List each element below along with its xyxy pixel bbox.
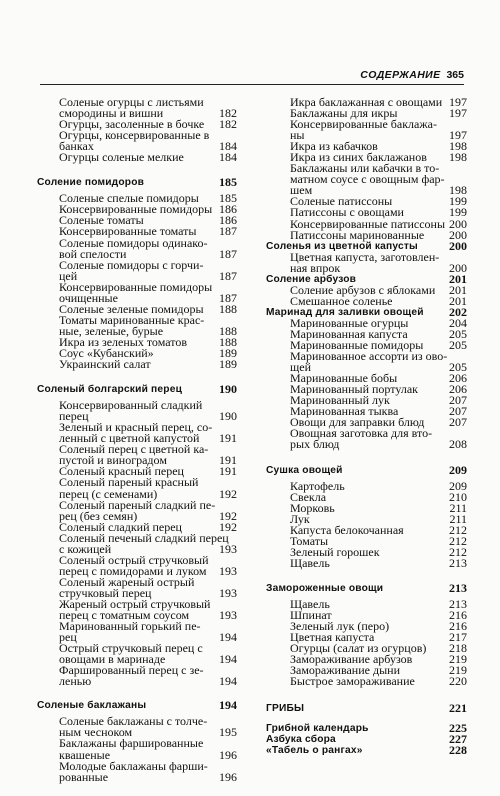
page-number: 201	[449, 293, 467, 308]
entry-title: Щавель	[290, 596, 330, 611]
page-number: 212	[449, 533, 467, 548]
section-title: Соленья из цветной капусты	[266, 240, 418, 252]
entry-title: ная впрок	[290, 260, 341, 275]
entry-title: Соленый пареный сладкий пе-	[59, 497, 216, 512]
entry-title: Соленый жареный острый	[59, 574, 195, 589]
page-number: 182	[219, 117, 237, 132]
running-header	[40, 70, 464, 85]
entry-title: Томаты	[290, 533, 329, 548]
entry-title: Огурцы соленые мелкие	[59, 150, 184, 165]
entry-title: Соленые томаты	[59, 213, 144, 228]
page-number: 201	[449, 271, 467, 286]
page-number: 200	[449, 216, 467, 231]
entry-title: Зеленый лук (перо)	[290, 619, 390, 634]
toc-entry	[262, 260, 467, 275]
entry-title: Замораживание арбузов	[290, 652, 413, 667]
entry-title: Консервированный сладкий	[59, 398, 203, 413]
toc-entry	[31, 676, 237, 687]
entry-title: Капуста белокочанная	[290, 522, 404, 537]
page-number: 199	[449, 205, 467, 220]
entry-title: матном соусе с овощным фар-	[290, 172, 445, 187]
entry-title: Соленый сладкий перец	[59, 519, 182, 534]
entry-title: Соленые спелые помидоры	[59, 191, 199, 206]
header-text	[360, 69, 464, 81]
entry-title: рец (без семян)	[59, 508, 138, 523]
entry-title: Соленые патиссоны	[290, 194, 393, 209]
entry-title: очищенные	[59, 290, 118, 305]
section-title: Замороженные овощи	[266, 582, 384, 594]
page-number: 194	[219, 630, 237, 645]
page-number: 204	[449, 315, 467, 330]
section-title: Соленые баклажаны	[37, 700, 147, 712]
entry-title: Консервированные патиссоны	[290, 216, 446, 231]
entry-title: ным чесноком	[59, 725, 133, 740]
entry-title: Маринованный портулак	[290, 382, 418, 397]
entry-title: смородины и вишни	[59, 106, 164, 121]
page-number: 219	[449, 652, 467, 667]
page-number: 182	[219, 106, 237, 121]
entry-title: Маринованный лук	[290, 393, 390, 408]
entry-title: Быстрое замораживание	[290, 674, 415, 689]
page-number: 216	[449, 608, 467, 623]
entry-title: рец	[59, 630, 77, 645]
entry-title: Соленый пареный красный	[59, 475, 199, 490]
entry-title: Фаршированный перец с зе-	[59, 663, 204, 678]
page-number: 184	[219, 139, 237, 154]
section-title: Сушка овощей	[266, 464, 343, 476]
entry-title: Огурцы, консервированные в	[59, 128, 210, 143]
entry-title: перец (с семенами)	[59, 486, 158, 501]
entry-title: Украинский салат	[59, 357, 151, 372]
toc-section-heading	[31, 384, 237, 395]
header-page-number: 365	[446, 69, 464, 81]
page-number: 192	[219, 508, 237, 523]
section-title: Соленый болгарский перец	[37, 384, 183, 396]
page-number: 196	[219, 769, 237, 784]
entry-title: Баклажаны для икры	[290, 106, 398, 121]
page-number: 213	[449, 580, 467, 595]
page-number: 197	[449, 106, 467, 121]
entry-title: Маринованные бобы	[290, 371, 398, 386]
toc-entry	[262, 227, 467, 242]
entry-title: Картофель	[290, 478, 345, 493]
entry-title: Консервированные помидоры	[59, 279, 213, 294]
toc-entry	[31, 152, 237, 163]
entry-title: щей	[290, 360, 311, 375]
page-number: 228	[449, 743, 467, 758]
page-number: 205	[449, 326, 467, 341]
page-number: 191	[219, 464, 237, 479]
entry-title: перец с томатным соусом	[59, 608, 190, 623]
entry-title: пустой и виноградом	[59, 453, 167, 468]
page-number: 200	[449, 238, 467, 253]
toc-section-heading	[262, 580, 467, 595]
page-number: 193	[219, 563, 237, 578]
page-number: 197	[449, 95, 467, 109]
page-number: 198	[449, 150, 467, 165]
section-title: ГРИБЫ	[266, 703, 305, 715]
page-number: 194	[219, 674, 237, 689]
entry-title: Икра баклажанная с овощами	[290, 95, 443, 109]
page-number: 190	[219, 409, 237, 424]
page-number: 200	[449, 227, 467, 242]
page-number: 191	[219, 453, 237, 468]
entry-title: Соленый печеный сладкий перец	[59, 530, 229, 545]
entry-title: Баклажаны или кабачки в то-	[290, 161, 440, 176]
page-number: 205	[449, 360, 467, 375]
entry-title: Маринованный горький пе-	[59, 619, 201, 634]
page-number: 210	[449, 489, 467, 504]
entry-title: Маринованная капуста	[290, 326, 408, 341]
page-number: 206	[449, 371, 467, 386]
section-title: Соление помидоров	[37, 177, 145, 189]
toc-entry	[262, 293, 467, 308]
toc-section-heading	[262, 723, 467, 734]
header-title: СОДЕРЖАНИЕ	[360, 69, 441, 81]
toc-section-heading	[262, 745, 467, 756]
section-title: Азбука сбора	[266, 734, 336, 746]
page-number: 216	[449, 619, 467, 634]
entry-title: овощами в маринаде	[59, 652, 166, 667]
entry-title: Зеленый горошек	[290, 544, 380, 559]
page-number: 193	[219, 541, 237, 556]
entry-title: Соленый острый стручковый	[59, 552, 209, 567]
toc-entry	[31, 769, 237, 784]
entry-title: Свекла	[290, 489, 327, 504]
toc-section-heading	[262, 703, 467, 714]
page-number: 207	[449, 393, 467, 408]
entry-title: Соленые зеленые помидоры	[59, 301, 204, 316]
entry-title: ленный с цветной капустой	[59, 431, 200, 446]
toc-section-heading	[31, 700, 237, 711]
entry-title: Овощи для заправки блюд	[290, 415, 425, 430]
page-number: 213	[449, 555, 467, 570]
page-number: 189	[219, 357, 237, 372]
entry-title: Томаты маринованные крас-	[59, 312, 205, 327]
page-number: 225	[449, 721, 467, 736]
entry-title: Цветная капуста	[290, 630, 375, 645]
entry-title: Зеленый и красный перец, со-	[59, 420, 213, 435]
page-number: 186	[219, 213, 237, 228]
page-number: 188	[219, 301, 237, 316]
page-number: 190	[219, 382, 237, 397]
entry-title: Замораживание дыни	[290, 663, 400, 678]
page-number: 218	[449, 641, 467, 656]
page-number: 185	[219, 175, 237, 190]
entry-title: Морковь	[290, 500, 335, 515]
page-number: 193	[219, 608, 237, 623]
page-number: 195	[219, 725, 237, 740]
toc-entry	[31, 359, 237, 370]
section-title: «Табель о рангах»	[266, 745, 363, 757]
entry-title: стручковый перец	[59, 585, 152, 600]
entry-title: Соленый красный перец	[59, 464, 184, 479]
page-number: 191	[219, 431, 237, 446]
page-number: 185	[219, 191, 237, 206]
entry-title: Лук	[290, 511, 310, 526]
entry-title: перец с помидорами и луком	[59, 563, 207, 578]
entry-title: банках	[59, 139, 94, 154]
page-number: 200	[449, 260, 467, 275]
entry-title: Цветная капуста, заготовлен-	[290, 249, 440, 264]
entry-title: шем	[290, 183, 313, 198]
page-number: 208	[449, 437, 467, 452]
entry-title: Маринованные огурцы	[290, 315, 409, 330]
toc-section-heading	[262, 734, 467, 745]
page-number: 211	[449, 511, 467, 526]
entry-title: Жареный острый стручковый	[59, 596, 211, 611]
entry-title: Маринованная тыква	[290, 404, 399, 419]
page-number: 196	[219, 747, 237, 762]
page-number: 221	[449, 701, 467, 716]
page-number: 189	[219, 345, 237, 360]
entry-title: цей	[59, 268, 78, 283]
page-number: 192	[219, 486, 237, 501]
entry-title: Соленый перец с цветной ка-	[59, 442, 209, 457]
page-number: 219	[449, 663, 467, 678]
entry-title: ленью	[59, 674, 92, 689]
entry-title: Соленые помидоры одинако-	[59, 235, 208, 250]
page-number: 209	[449, 462, 467, 477]
entry-title: Икра из кабачков	[290, 139, 378, 154]
toc-section-heading	[262, 462, 467, 477]
page-number: 194	[219, 652, 237, 667]
page-number: 187	[219, 246, 237, 261]
entry-title: Огурцы, засоленные в бочке	[59, 117, 205, 132]
entry-title: с кожицей	[59, 541, 112, 556]
toc-entry	[262, 439, 467, 450]
entry-title: Маринованное ассорти из ово-	[290, 349, 448, 364]
page-number: 186	[219, 202, 237, 217]
page-number: 206	[449, 382, 467, 397]
page-number: 209	[449, 478, 467, 493]
page-number: 211	[449, 500, 467, 515]
entry-title: Консервированные томаты	[59, 224, 197, 239]
entry-title: Соленые помидоры с горчи-	[59, 257, 204, 272]
page-number: 227	[449, 732, 467, 747]
section-title: Грибной календарь	[266, 723, 369, 735]
toc-entry	[262, 676, 467, 687]
page-number: 197	[449, 128, 467, 143]
page-number: 184	[219, 150, 237, 165]
entry-title: Патиссоны с овощами	[290, 205, 404, 220]
entry-title: перец	[59, 409, 89, 424]
page-number: 201	[449, 282, 467, 297]
page-number: 207	[449, 415, 467, 430]
entry-title: Консервированные помидоры	[59, 202, 213, 217]
page-number: 217	[449, 630, 467, 645]
entry-title: Огурцы (салат из огурцов)	[290, 641, 427, 656]
page-number: 187	[219, 224, 237, 239]
entry-title: Икра из синих баклажанов	[290, 150, 427, 165]
entry-title: Острый стручковый перец с	[59, 641, 203, 656]
entry-title: Смешанное соленье	[290, 293, 393, 308]
entry-title: Овощная заготовка для вто-	[290, 426, 433, 441]
page-number: 188	[219, 334, 237, 349]
entry-title: Патиссоны маринованные	[290, 227, 425, 242]
entry-title: Соленые баклажаны с толче-	[59, 714, 208, 729]
entry-title: Консервированные баклажа-	[290, 117, 437, 132]
entry-title: рованные	[59, 769, 109, 784]
entry-title: Шпинат	[290, 608, 332, 623]
entry-title: рых блюд	[290, 437, 340, 452]
entry-title: квашеные	[59, 747, 111, 762]
page-number: 187	[219, 268, 237, 283]
entry-title: Баклажаны фаршированные	[59, 736, 204, 751]
toc-right-column	[262, 97, 467, 757]
section-title: Маринад для заливки овощей	[266, 306, 424, 318]
page-number: 205	[449, 338, 467, 353]
page-number: 192	[219, 519, 237, 534]
page-number: 220	[449, 674, 467, 689]
page-number: 193	[219, 585, 237, 600]
entry-title: ны	[290, 128, 305, 143]
toc-entry	[262, 555, 467, 570]
entry-title: Икра из зеленых томатов	[59, 334, 187, 349]
section-title: Соление арбузов	[266, 273, 357, 285]
page-number: 194	[219, 698, 237, 713]
entry-title: Щавель	[290, 555, 330, 570]
page-number: 198	[449, 139, 467, 154]
page-number: 188	[219, 323, 237, 338]
entry-title: Соление арбузов с яблоками	[290, 282, 436, 297]
entry-title: Молодые баклажаны фарши-	[59, 758, 208, 773]
page-number: 187	[219, 290, 237, 305]
page-number: 202	[449, 304, 467, 319]
page-number: 198	[449, 183, 467, 198]
entry-title: Соус «Кубанский»	[59, 345, 154, 360]
toc-left-column	[31, 97, 237, 783]
page-number: 207	[449, 404, 467, 419]
entry-title: Соленые огурцы с листьями	[59, 95, 204, 109]
page-number: 213	[449, 596, 467, 611]
page-number: 199	[449, 194, 467, 209]
page-number: 212	[449, 544, 467, 559]
entry-title: Маринованные помидоры	[290, 338, 424, 353]
toc-section-heading	[31, 177, 237, 188]
entry-title: вой спелости	[59, 246, 127, 261]
entry-title: ные, зеленые, бурые	[59, 323, 164, 338]
page-number: 212	[449, 522, 467, 537]
